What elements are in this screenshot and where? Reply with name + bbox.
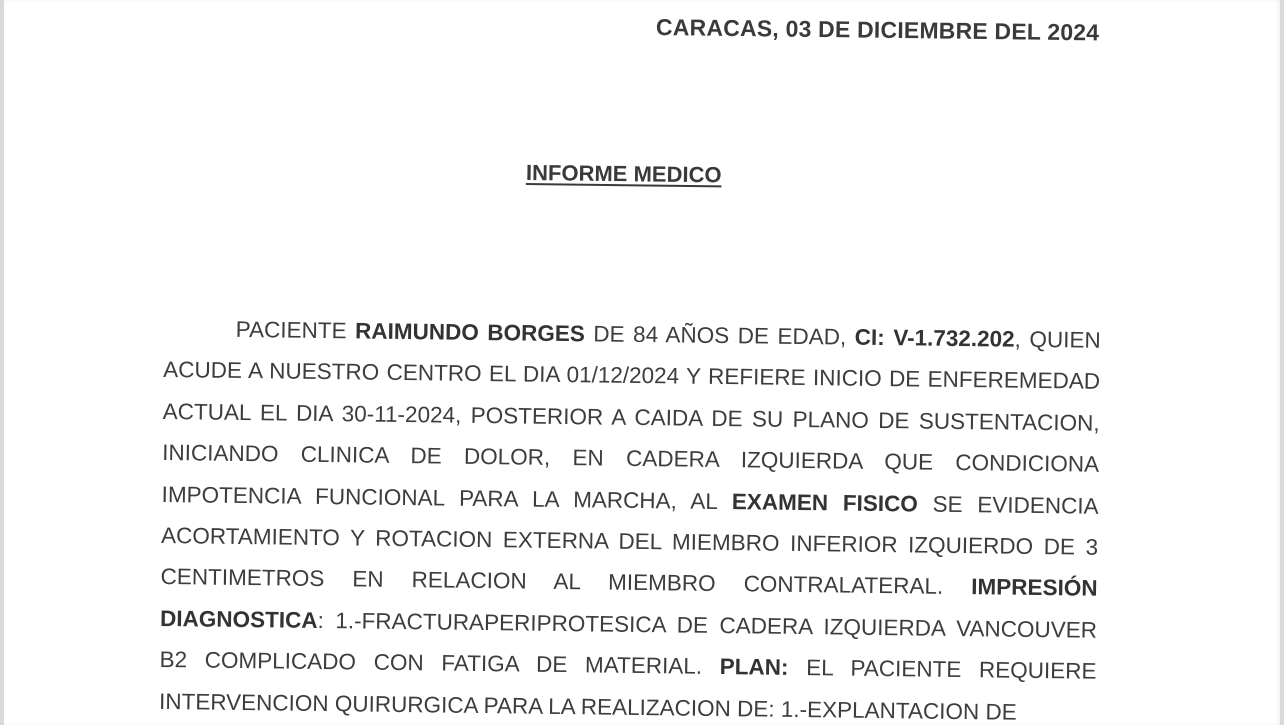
report-body-paragraph [159, 308, 1101, 725]
text-segment: PACIENTE [235, 316, 356, 344]
document-date: CARACAS, 03 DE DICIEMBRE DEL 2024 [655, 14, 1100, 46]
document-title: INFORME MEDICO [525, 160, 722, 188]
diagnosis-heading: IMPRESIÓN DIAGNOSTICA [159, 574, 1098, 633]
text-segment: SE EVIDENCIA ACORTAMIENTO Y ROTACION EXTERNA DEL MIEMBRO INFERIOR IZQUIERDO DE 3 CENTIMETROS EN RELACION AL MIEMBRO CONTRALATERAL. [160, 491, 1099, 600]
patient-id: CI: V-1.732.202 [854, 324, 1015, 352]
exam-heading: EXAMEN FISICO [731, 488, 918, 517]
document-page [4, 0, 1280, 725]
plan-heading: PLAN: [719, 654, 789, 681]
text-segment: , QUIEN ACUDE A NUESTRO CENTRO EL DIA 01/12/2024 Y REFIERE INICIO DE ENFEREMEDAD ACTUAL EL DIA 30-11-2024, POSTERIOR A CAIDA DE SU PLANO DE SUSTENTACION, INICIANDO CLINICA DE DOLOR, EN CADERA IZQUIERDA QUE CONDICIONA IMPOTENCIA FUNCIONAL PARA LA MARCHA, AL [161, 326, 1101, 514]
patient-name: RAIMUNDO BORGES [354, 318, 586, 347]
text-segment: DE 84 AÑOS DE EDAD, [584, 321, 855, 350]
text-segment: : 1.-FRACTURAPERIPROTESICA DE CADERA IZQUIERDA VANCOUVER B2 COMPLICADO CON FATIGA DE MATERIAL. [159, 607, 1098, 680]
text-segment: EL PACIENTE REQUIERE INTERVENCION QUIRURGICA PARA LA REALIZACION DE: 1.-EXPLANTACION DE [158, 655, 1097, 725]
